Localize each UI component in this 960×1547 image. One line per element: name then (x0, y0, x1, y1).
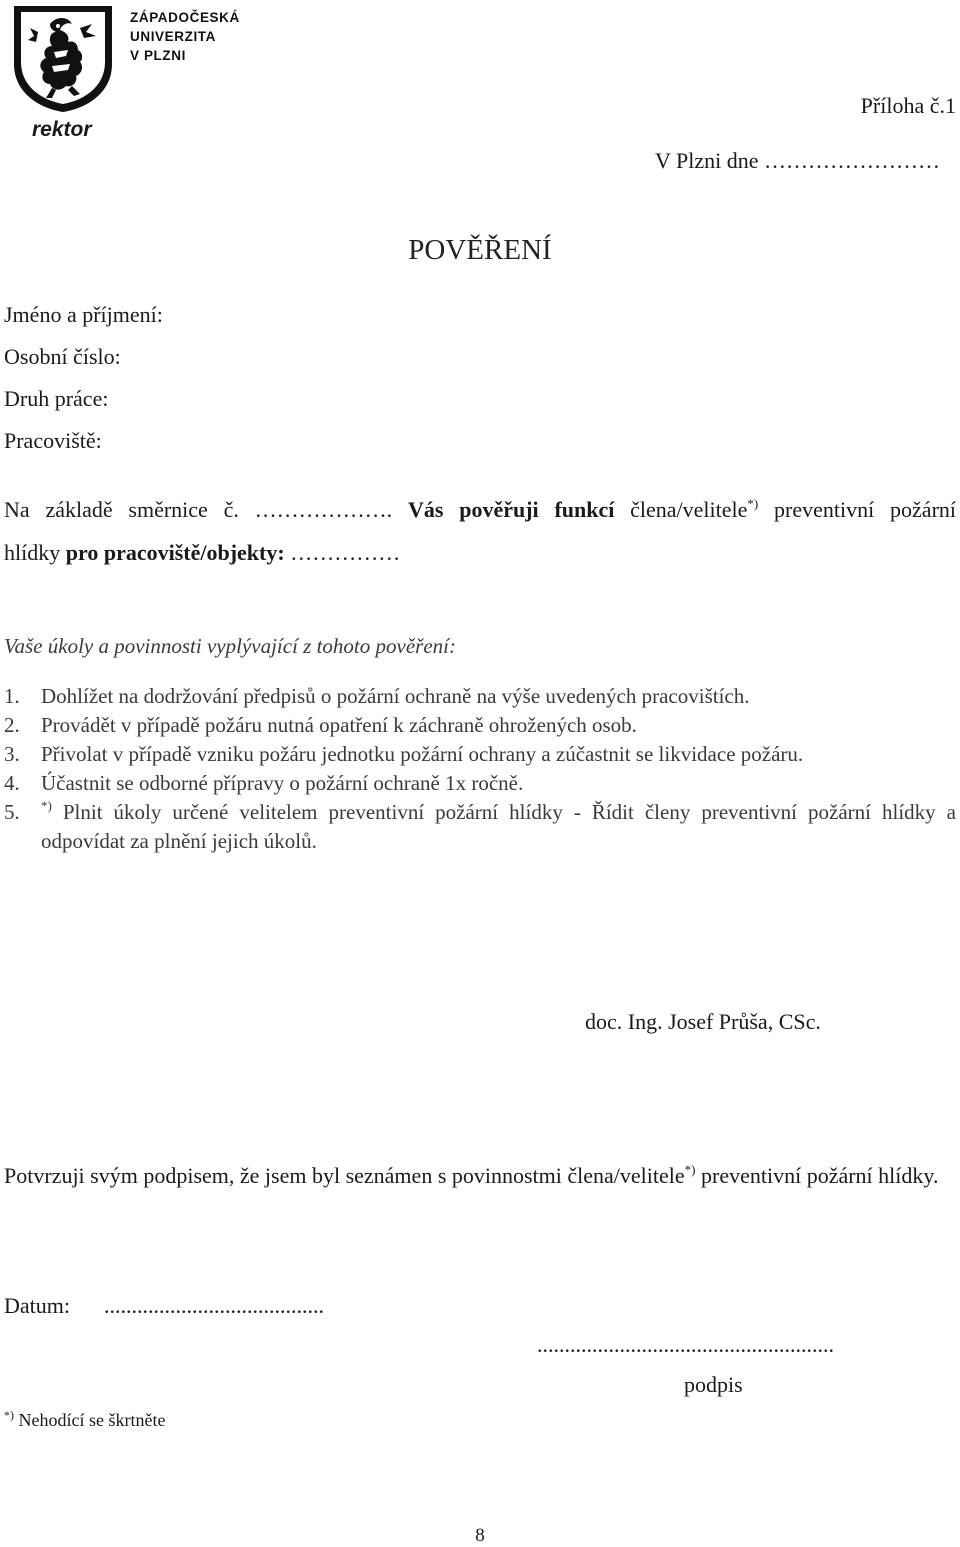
list-item-text: Účastnit se odborné přípravy o požární ochraně 1x ročně. (41, 771, 524, 795)
place-date-line: V Plzni dne …………………… (655, 148, 940, 173)
list-item (4, 769, 956, 798)
list-item-text-wrapper (41, 798, 956, 856)
footnote (4, 1410, 165, 1431)
tasks-list (4, 682, 956, 856)
tasks-heading: Vaše úkoly a povinnosti vyplývající z tohoto pověření: (4, 634, 456, 658)
date-label: Datum: (4, 1293, 70, 1318)
footnote-text: Nehodící se škrtněte (14, 1410, 166, 1430)
appointment-text: hlídky (4, 540, 66, 565)
lion-shield-icon (8, 2, 118, 114)
list-item (4, 711, 956, 740)
list-item-text: Provádět v případě požáru nutná opatření k záchraně ohrožených osob. (41, 713, 637, 737)
signature-blank-line: ...................................................... (537, 1332, 834, 1357)
list-item-number: 4. (4, 771, 20, 795)
list-item-number: 1. (4, 684, 20, 708)
confirmation-text (4, 1160, 956, 1191)
confirmation-text-part: preventivní požární hlídky. (695, 1163, 939, 1188)
university-name-line: UNIVERZITA (130, 29, 216, 44)
university-name-line: V PLZNI (130, 48, 186, 63)
list-item-text: Plnit úkoly určené velitelem preventivní požární hlídky - Řídit členy preventivní požární hlídky a odpovídat za plnění jejich úkolů. (41, 800, 956, 853)
signature-label: podpis (684, 1372, 743, 1397)
list-item (4, 740, 956, 769)
document-title: POVĚŘENÍ (408, 234, 552, 266)
appointment-bold-text: Vás pověřuji funkcí (407, 497, 615, 522)
list-item-text: Dohlížet na dodržování předpisů o požární ochraně na výše uvedených pracovištích. (41, 684, 750, 708)
confirmation-paragraph (4, 1160, 956, 1191)
appointment-text: člena/velitele (614, 497, 748, 522)
page-number: 8 (475, 1525, 485, 1546)
personal-number-field-label: Osobní číslo: (4, 344, 121, 369)
university-logo (8, 2, 243, 114)
rektor-label: rektor (32, 118, 92, 141)
work-type-field-label: Druh práce: (4, 386, 109, 411)
list-item (4, 682, 956, 711)
footnote-marker: *) (4, 1408, 14, 1422)
list-item-number: 5. (4, 800, 20, 824)
appointment-line-1 (4, 488, 956, 531)
appointment-line-2 (4, 531, 956, 574)
appointment-text: preventivní požární (758, 497, 957, 522)
signatory-name: doc. Ing. Josef Průša, CSc. (585, 1009, 821, 1034)
workplace-field-label: Pracoviště: (4, 428, 102, 453)
date-blank-line: ........................................ (104, 1293, 324, 1318)
list-item-number: 2. (4, 713, 20, 737)
list-item-number: 3. (4, 742, 20, 766)
university-name-line: ZÁPADOČESKÁ (130, 10, 240, 25)
attachment-label: Příloha č.1 (860, 93, 956, 118)
appointment-text: …………… (284, 540, 401, 565)
appointment-bold-text: pro pracoviště/objekty: (65, 540, 285, 565)
footnote-marker: *) (41, 798, 52, 813)
appointment-text: Na základě směrnice č. ………………. (4, 497, 408, 522)
confirmation-text-part: Potvrzuji svým podpisem, že jsem byl seznámen s povinnostmi člena/velitele (4, 1163, 685, 1188)
footnote-marker: *) (747, 496, 759, 511)
footnote-marker: *) (684, 1162, 696, 1177)
university-name (130, 8, 240, 65)
list-item-text: Přivolat v případě vzniku požáru jednotku požární ochrany a zúčastnit se likvidace požáru. (41, 742, 804, 766)
appointment-paragraph (4, 488, 956, 574)
name-field-label: Jméno a příjmení: (4, 302, 163, 327)
list-item (4, 798, 956, 856)
